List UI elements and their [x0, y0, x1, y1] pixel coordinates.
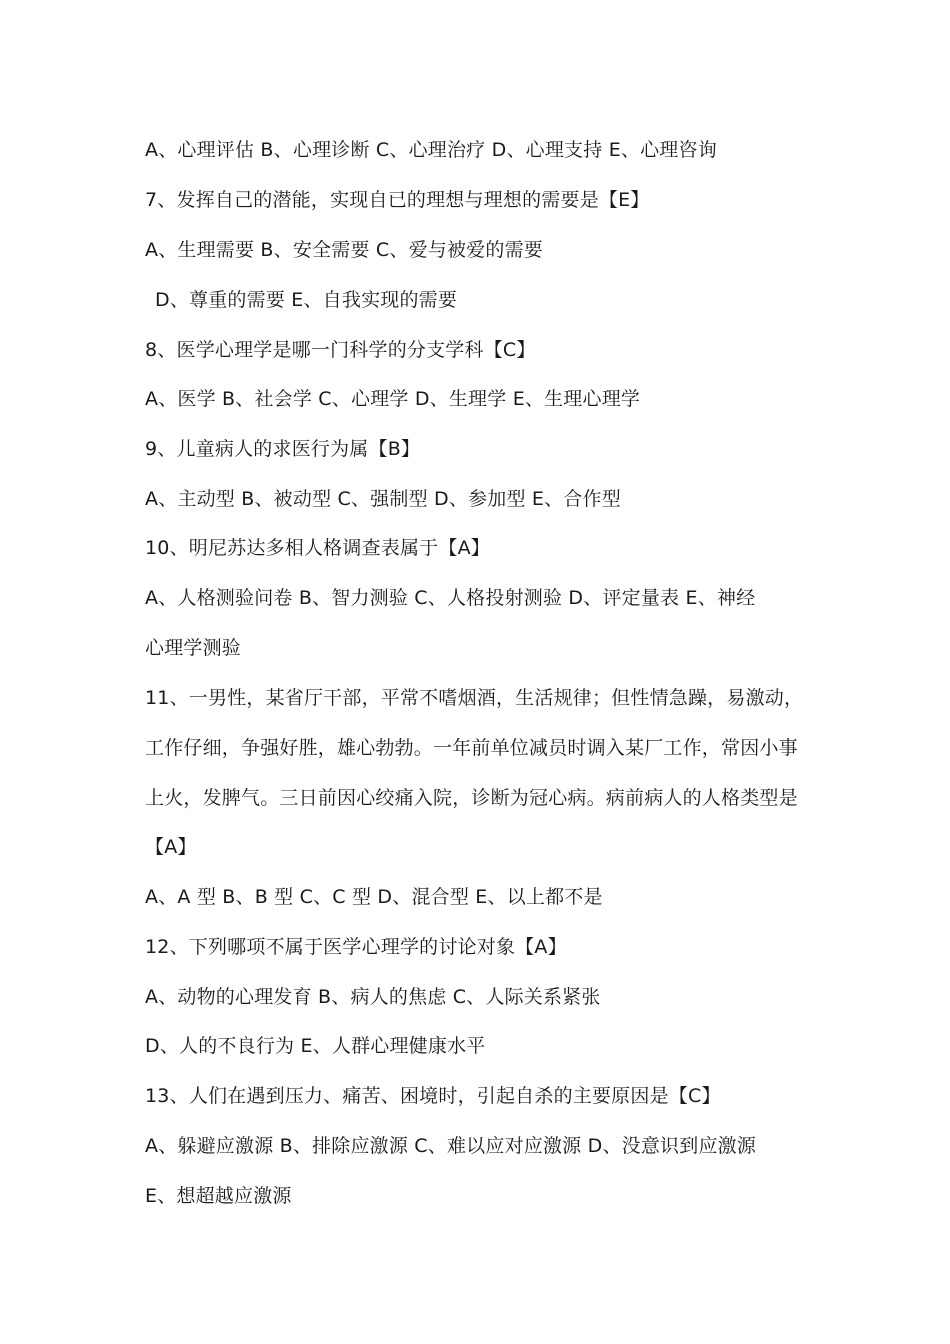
options-line-q6: A、心理评估 B、心理诊断 C、心理治疗 D、心理支持 E、心理咨询: [145, 139, 717, 161]
question-10: 10、明尼苏达多相人格调查表属于【A】: [145, 537, 490, 559]
options-line-q10-a: A、人格测验问卷 B、智力测验 C、人格投射测验 D、评定量表 E、神经: [145, 587, 756, 609]
question-9: 9、儿童病人的求医行为属【B】: [145, 438, 421, 460]
question-8: 8、医学心理学是哪一门科学的分支学科【C】: [145, 339, 536, 361]
options-line-q8: A、医学 B、社会学 C、心理学 D、生理学 E、生理心理学: [145, 388, 641, 410]
options-line-q13-a: A、躲避应激源 B、排除应激源 C、难以应对应激源 D、没意识到应激源: [145, 1135, 757, 1157]
options-line-q9: A、主动型 B、被动型 C、强制型 D、参加型 E、合作型: [145, 488, 621, 510]
options-line-q10-b: 心理学测验: [145, 637, 242, 659]
question-11-line-3: 上火，发脾气。三日前因心绞痛入院，诊断为冠心病。病前病人的人格类型是: [145, 787, 798, 809]
options-line-q7-a: A、生理需要 B、安全需要 C、爱与被爱的需要: [145, 239, 543, 261]
question-12: 12、下列哪项不属于医学心理学的讨论对象【A】: [145, 936, 567, 958]
options-line-q11: A、A 型 B、B 型 C、C 型 D、混合型 E、以上都不是: [145, 886, 603, 908]
question-11-answer: 【A】: [145, 836, 197, 858]
options-line-q12-b: D、人的不良行为 E、人群心理健康水平: [145, 1035, 486, 1057]
question-11-line-1: 11、一男性，某省厅干部，平常不嗜烟酒，生活规律；但性情急躁，易激动，: [145, 687, 804, 709]
question-11-line-2: 工作仔细，争强好胜，雄心勃勃。一年前单位减员时调入某厂工作，常因小事: [145, 737, 798, 759]
options-line-q7-b: D、尊重的需要 E、自我实现的需要: [155, 289, 458, 311]
options-line-q12-a: A、动物的心理发育 B、病人的焦虑 C、人际关系紧张: [145, 986, 601, 1008]
question-13: 13、人们在遇到压力、痛苦、困境时，引起自杀的主要原因是【C】: [145, 1085, 721, 1107]
options-line-q13-b: E、想超越应激源: [145, 1185, 292, 1207]
question-7: 7、发挥自己的潜能，实现自已的理想与理想的需要是【E】: [145, 189, 650, 211]
